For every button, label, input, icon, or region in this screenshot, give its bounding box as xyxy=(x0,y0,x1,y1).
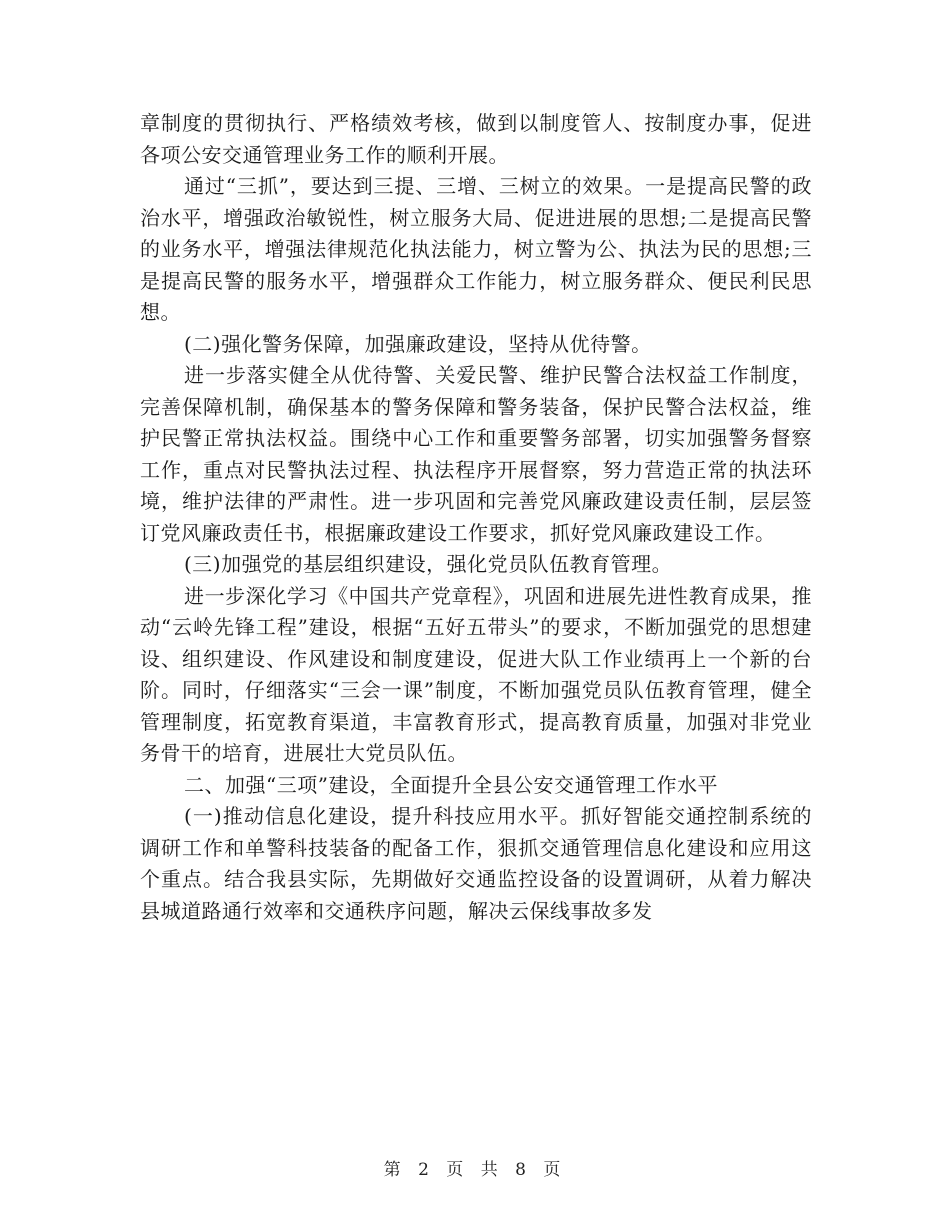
chapter-heading-2: 二、加强“三项”建设，全面提升全县公安交通管理工作水平 xyxy=(184,772,718,797)
section-heading-3: (三)加强党的基层组织建设，强化党员队伍教育管理。 xyxy=(184,552,673,576)
page-footer xyxy=(0,1155,950,1180)
paragraph-5: (一)推动信息化建设，提升科技应用水平。抓好智能交通控制系统的调研工作和单警科技装备的配备工作，狠抓交通管理信息化建设和应用这个重点。结合我县实际，先期做好交通监控设备的设置调研，从着力解决县城道路通行效率和交通秩序问题，解决云保线事故多发 xyxy=(140,804,812,923)
paragraph-1: 章制度的贯彻执行、严格绩效考核，做到以制度管人、按制度办事，促进各项公安交通管理业务工作的顺利开展。 xyxy=(140,111,812,167)
document-body xyxy=(140,108,812,927)
section-heading-2: (二)强化警务保障，加强廉政建设，坚持从优待警。 xyxy=(184,331,652,356)
paragraph-3: 进一步落实健全从优待警、关爱民警、维护民警合法权益工作制度，完善保障机制，确保基本的警务保障和警务装备，保护民警合法权益，维护民警正常执法权益。围绕中心工作和重要警务部署，切实加强警务督察工作，重点对民警执法过程、执法程序开展督察，努力营造正常的执法环境，维护法律的严肃性。进一步巩固和完善党风廉政建设责任制，层层签订党风廉政责任书，根据廉政建设工作要求，抓好党风廉政建设工作。 xyxy=(140,363,812,545)
paragraph-4: 进一步深化学习《中国共产党章程》，巩固和进展先进性教育成果，推动“云岭先锋工程”建设，根据“五好五带头”的要求，不断加强党的思想建设、组织建设、作风建设和制度建设，促进大队工作业绩再上一个新的台阶。同时，仔细落实“三会一课”制度，不断加强党员队伍教育管理，健全管理制度，拓宽教育渠道，丰富教育形式，提高教育质量，加强对非党业务骨干的培育，进展壮大党员队伍。 xyxy=(140,583,812,765)
paragraph-2: 通过“三抓”，要达到三提、三增、三树立的效果。一是提高民警的政治水平，增强政治敏锐性，树立服务大局、促进进展的思想;二是提高民警的业务水平，增强法律规范化执法能力，树立警为公、执法为民的思想;三是提高民警的服务水平，增强群众工作能力，树立服务群众、便民利民思想。 xyxy=(140,174,812,324)
page-number: 第 2 页 共 8 页 xyxy=(383,1160,567,1180)
